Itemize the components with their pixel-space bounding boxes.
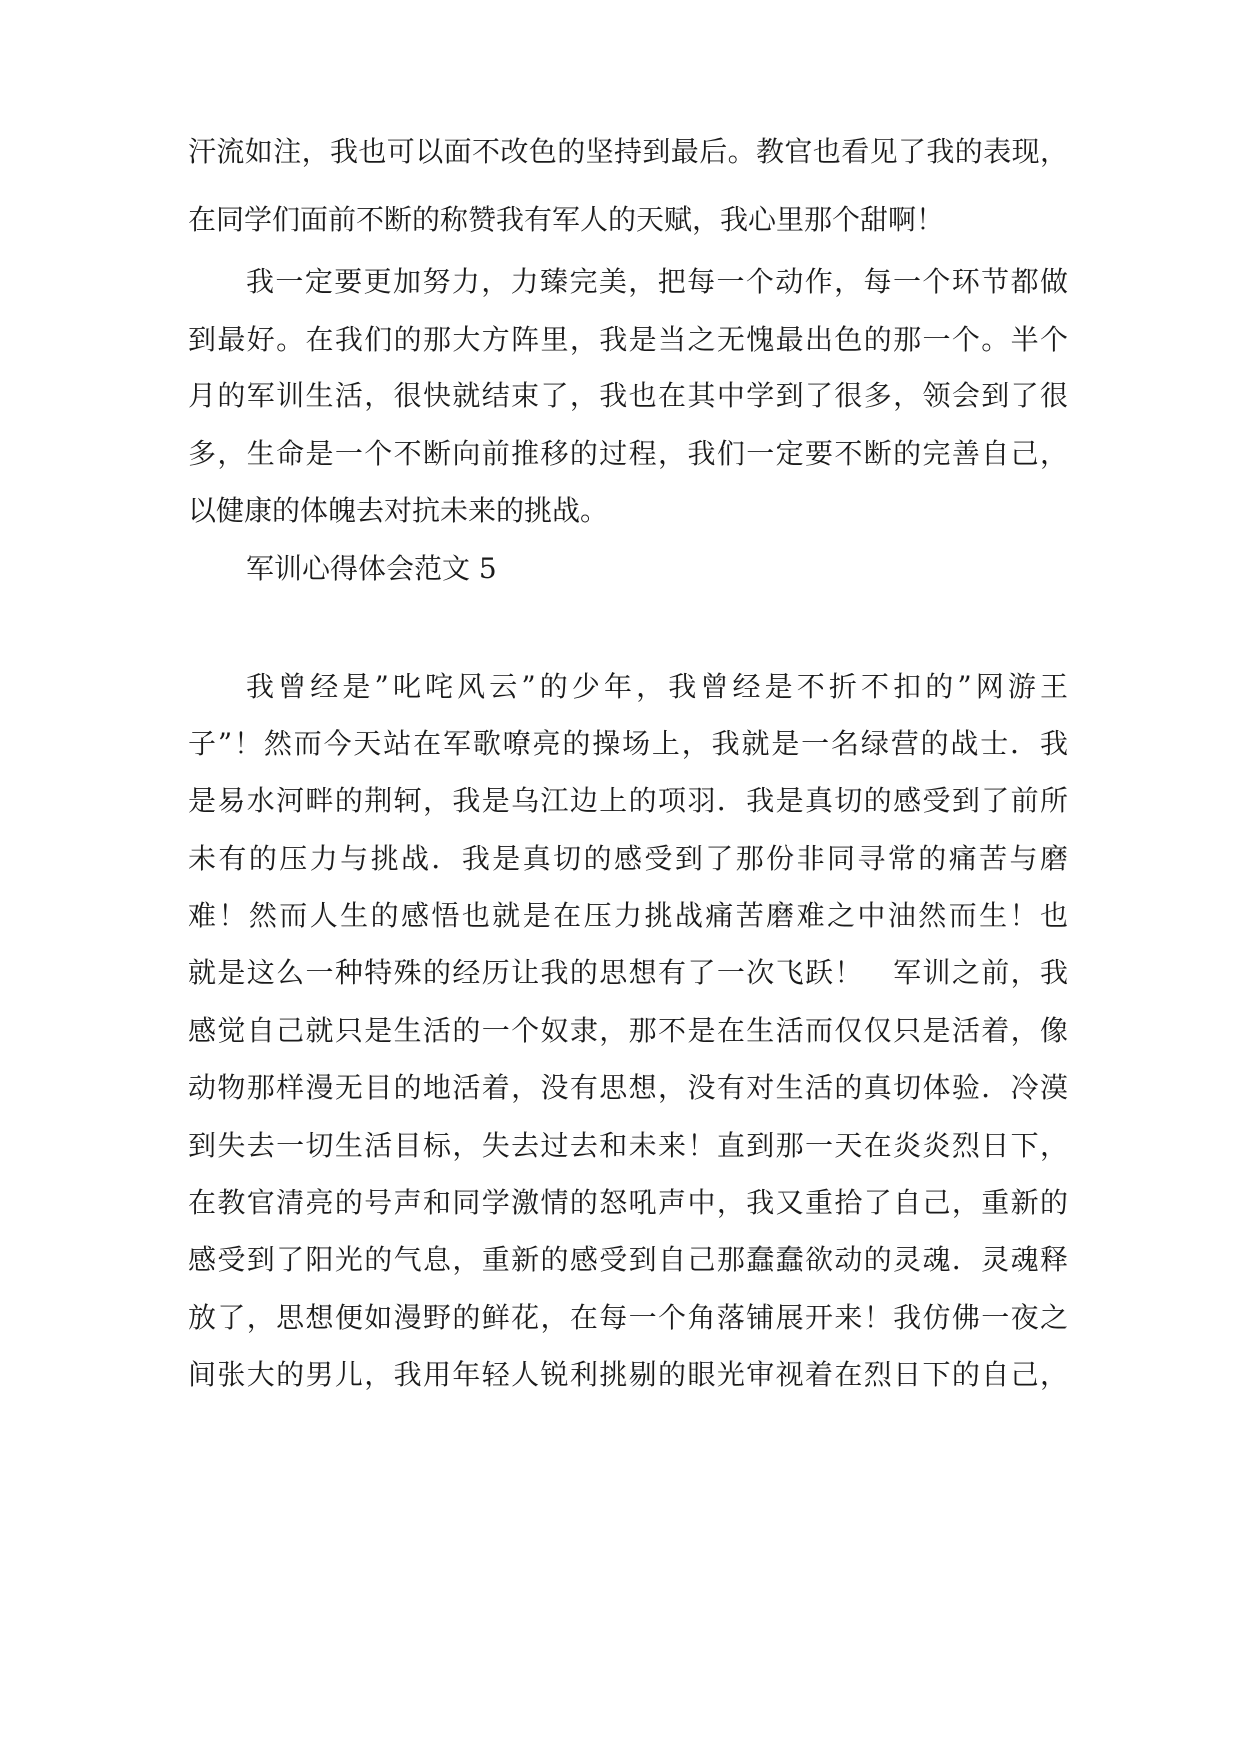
- paragraph-line: 汗流如注，我也可以面不改色的坚持到最后。教官也看见了我的表现，: [188, 135, 1068, 168]
- paragraph-line: 我曾经是”叱咤风云”的少年，我曾经是不折不扣的”网游王: [246, 670, 1068, 703]
- paragraph-line: 就是这么一种特殊的经历让我的思想有了一次飞跃！ 军训之前，我: [188, 956, 1068, 989]
- paragraph-line: 间张大的男儿，我用年轻人锐利挑剔的眼光审视着在烈日下的自己，: [188, 1358, 1068, 1391]
- paragraph-line: 我一定要更加努力，力臻完美，把每一个动作，每一个环节都做: [246, 265, 1068, 298]
- paragraph-line: 感受到了阳光的气息，重新的感受到自己那蠢蠢欲动的灵魂．灵魂释: [188, 1243, 1068, 1276]
- paragraph-line: 是易水河畔的荆轲，我是乌江边上的项羽．我是真切的感受到了前所: [188, 784, 1068, 817]
- paragraph-line: 到最好。在我们的那大方阵里，我是当之无愧最出色的那一个。半个: [188, 323, 1068, 356]
- paragraph-line: 未有的压力与挑战．我是真切的感受到了那份非同寻常的痛苦与磨: [188, 842, 1068, 875]
- section-heading: 军训心得体会范文 5: [246, 552, 497, 585]
- paragraph-line: 在同学们面前不断的称赞我有军人的天赋，我心里那个甜啊！: [188, 203, 945, 236]
- paragraph-line: 以健康的体魄去对抗未来的挑战。: [188, 494, 609, 527]
- paragraph-line: 难！然而人生的感悟也就是在压力挑战痛苦磨难之中油然而生！也: [188, 899, 1068, 932]
- paragraph-line: 在教官清亮的号声和同学激情的怒吼声中，我又重拾了自己，重新的: [188, 1186, 1068, 1219]
- paragraph-line: 放了，思想便如漫野的鲜花，在每一个角落铺展开来！我仿佛一夜之: [188, 1301, 1068, 1334]
- paragraph-line: 月的军训生活，很快就结束了，我也在其中学到了很多，领会到了很: [188, 379, 1068, 412]
- paragraph-line: 子”！然而今天站在军歌嘹亮的操场上，我就是一名绿营的战士．我: [188, 727, 1068, 760]
- paragraph-line: 动物那样漫无目的地活着，没有思想，没有对生活的真切体验．冷漠: [188, 1071, 1068, 1104]
- paragraph-line: 多，生命是一个不断向前推移的过程，我们一定要不断的完善自己，: [188, 437, 1068, 470]
- paragraph-line: 感觉自己就只是生活的一个奴隶，那不是在生活而仅仅只是活着，像: [188, 1014, 1068, 1047]
- paragraph-line: 到失去一切生活目标，失去过去和未来！直到那一天在炎炎烈日下，: [188, 1129, 1068, 1162]
